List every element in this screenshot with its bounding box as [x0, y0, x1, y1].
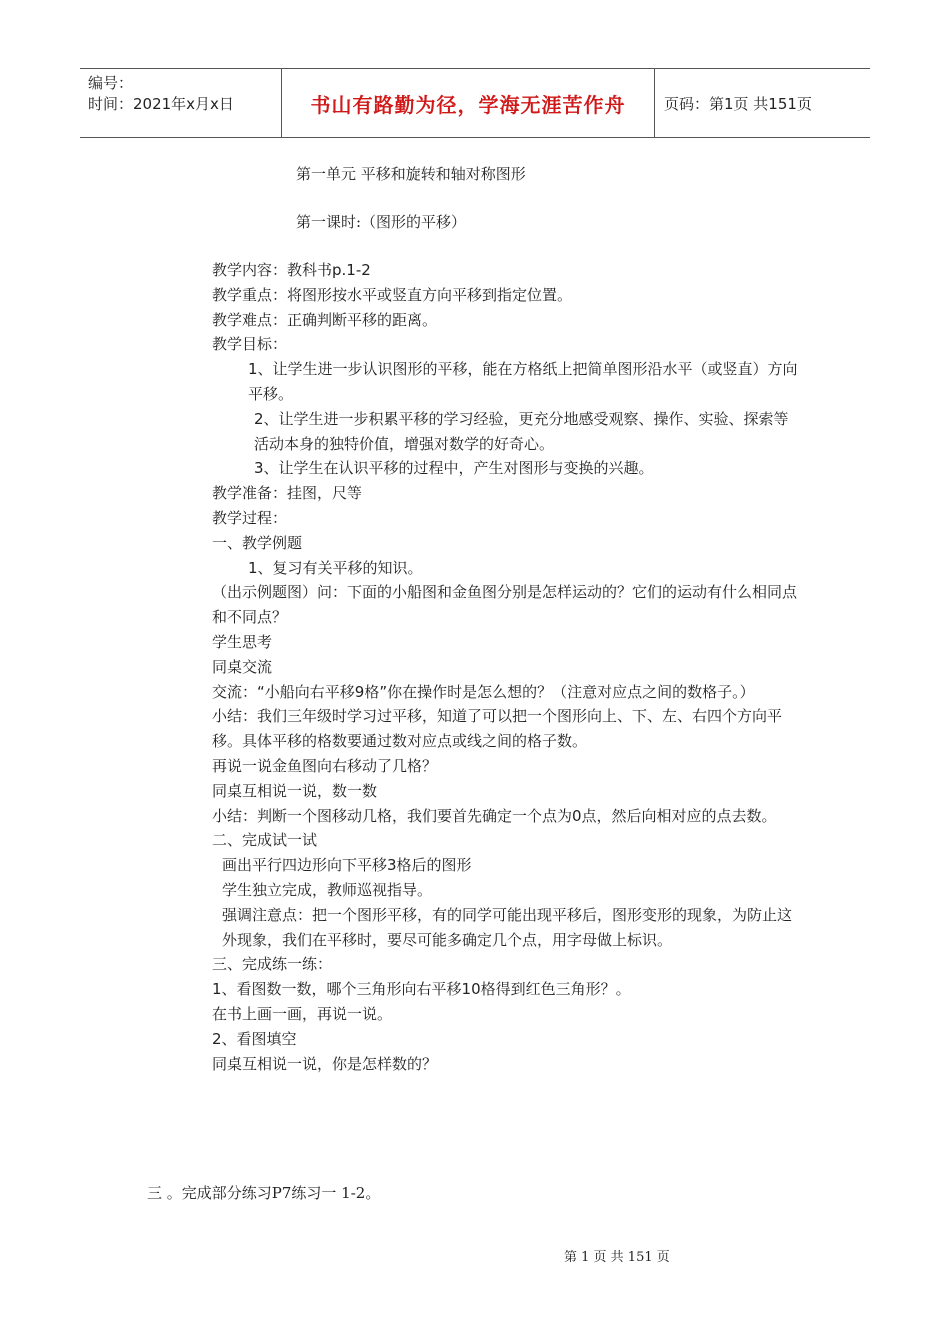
exercise-line: 三 。完成部分练习P7练习一 1-2。: [147, 1184, 381, 1202]
header-meta: [88, 73, 234, 115]
lesson-body: [212, 258, 802, 1076]
teaching-preparation: 教学准备：挂图，尺等: [212, 484, 363, 503]
lesson-title: 第一课时:（图形的平移）: [296, 213, 467, 231]
paragraph: 再说一说金鱼图向右移动了几格？: [212, 756, 438, 775]
teaching-process-heading: 教学过程：: [212, 508, 288, 527]
step-item: 1、复习有关平移的知识。: [248, 558, 423, 577]
paragraph: 同桌交流: [212, 657, 273, 676]
paragraph: 学生思考: [212, 632, 273, 651]
goal-item: 2、让学生进一步积累平移的学习经验，更充分地感受观察、操作、实验、探索等活动本身的独特价值，增强对数学的好奇心。: [254, 409, 789, 453]
teaching-difficulty: 教学难点：正确判断平移的距离。: [212, 310, 438, 329]
goal-item: 1、让学生进一步认识图形的平移，能在方格纸上把简单图形沿水平（或竖直）方向平移。: [248, 360, 798, 403]
section-heading: 三、完成练一练：: [212, 955, 333, 974]
section-heading: 二、完成试一试: [212, 831, 318, 850]
section-heading: 一、教学例题: [212, 533, 303, 552]
goal-item: 3、让学生在认识平移的过程中，产生对图形与变换的兴趣。: [254, 459, 654, 478]
paragraph: 同桌互相说一说，数一数: [212, 781, 378, 800]
paragraph: （出示例题图）问：下面的小船图和金鱼图分别是怎样运动的？它们的运动有什么相同点和不同点？: [212, 583, 798, 627]
paragraph: 2、看图填空: [212, 1029, 297, 1048]
teaching-content: 教学内容：教科书p.1-2: [212, 261, 371, 279]
paragraph: 交流：“小船向右平移9格”你在操作时是怎么想的？（注意对应点之间的数格子。）: [212, 682, 755, 701]
unit-title: 第一单元 平移和旋转和轴对称图形: [296, 165, 526, 183]
paragraph: 在书上画一画，再说一说。: [212, 1004, 393, 1023]
page-footer: 第 1 页 共 151 页: [564, 1250, 670, 1265]
number-label: 编号：: [88, 74, 134, 92]
document-header: [80, 68, 870, 138]
paragraph: 学生独立完成，教师巡视指导。: [222, 880, 433, 899]
teaching-focus: 教学重点：将图形按水平或竖直方向平移到指定位置。: [212, 285, 573, 304]
paragraph: 1、看图数一数，哪个三角形向右平移10格得到红色三角形？。: [212, 980, 631, 999]
header-motto: 书山有路勤为径，学海无涯苦作舟: [310, 92, 626, 117]
header-page-info: 页码：第1页 共151页: [664, 95, 812, 113]
paragraph: 小结：我们三年级时学习过平移，知道了可以把一个图形向上、下、左、右四个方向平移。具体平移的格数要通过数对应点或线之间的格子数。: [212, 707, 783, 751]
paragraph: 同桌互相说一说，你是怎样数的？: [212, 1054, 438, 1073]
paragraph: 画出平行四边形向下平移3格后的图形: [222, 856, 472, 875]
time-label: 时间：2021年x月x日: [88, 95, 234, 113]
teaching-goals-heading: 教学目标：: [212, 335, 288, 354]
paragraph: 强调注意点：把一个图形平移，有的同学可能出现平移后，图形变形的现象，为防止这外现象，我们在平移时，要尽可能多确定几个点，用字母做上标识。: [222, 905, 793, 949]
header-divider: [654, 69, 655, 137]
paragraph: 小结：判断一个图移动几格，我们要首先确定一个点为0点，然后向相对应的点去数。: [212, 806, 777, 825]
